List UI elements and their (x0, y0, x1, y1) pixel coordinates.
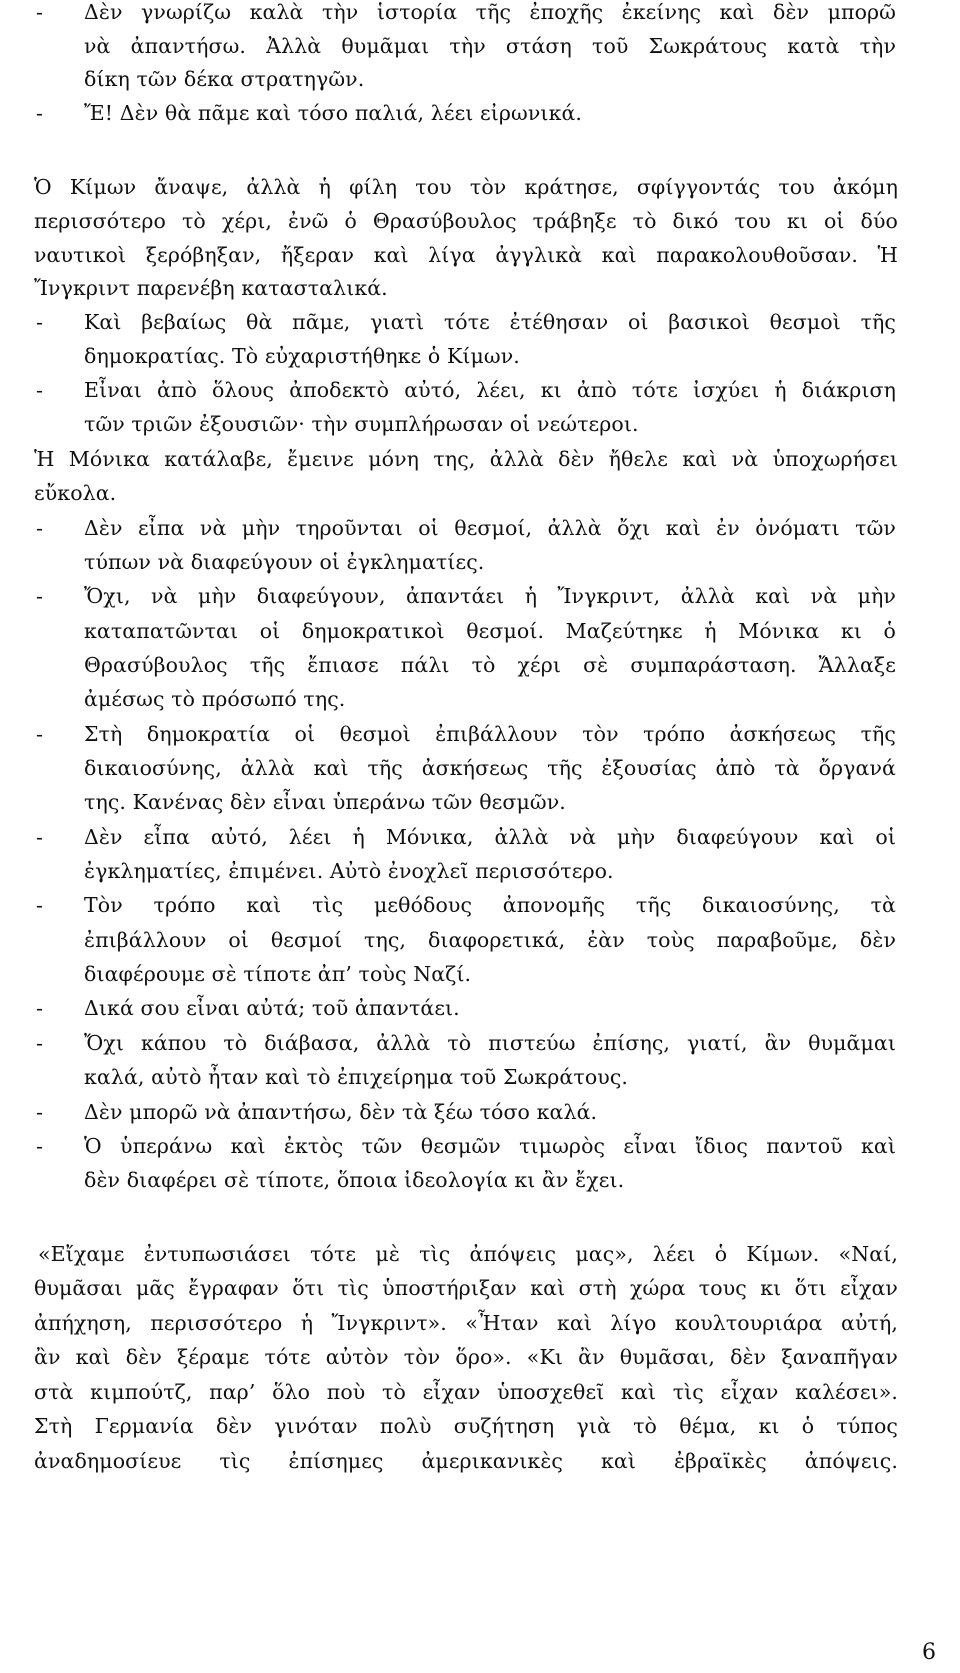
text-line: δημοκρατίας. Τὸ εὐχαριστήθηκε ὁ Κίμων. (84, 344, 520, 368)
text-line: διαφέρουμε σὲ τίποτε ἀπ’ τοὺς Ναζί. (84, 962, 472, 986)
text-line: Ἡ Μόνικα κατάλαβε, ἔμεινε μόνη της, ἀλλὰ δὲν ἤθελε καὶ νὰ ὑποχωρήσει (34, 447, 898, 471)
text-line: ἐπιβάλλουν οἱ θεσμοί της, διαφορετικά, ἐὰν τοὺς παραβοῦμε, δὲν (84, 928, 896, 952)
text-line: εὔκολα. (34, 481, 117, 505)
dialogue-line (36, 1029, 896, 1057)
text-line: ἐγκληματίες, ἐπιμένει. Αὐτὸ ἐνοχλεῖ περισσότερο. (84, 859, 614, 883)
dialogue-line (36, 994, 460, 1022)
text-line: καταπατῶνται οἱ δημοκρατικοὶ θεσμοί. Μαζεύτηκε ἡ Μόνικα κι ὁ (84, 619, 896, 643)
text-line: στὰ κιμπούτζ, παρ’ ὅλο ποὺ τὸ εἶχαν ὑποσχεθεῖ καὶ τὶς εἶχαν καλέσει». (34, 1380, 898, 1404)
dialogue-dash: - (36, 584, 44, 608)
dialogue-dash: - (36, 996, 44, 1020)
text-line: Τὸν τρόπο καὶ τὶς μεθόδους ἀπονομῆς τῆς δικαιοσύνης, τὰ (84, 893, 896, 917)
text-line: της. Κανένας δὲν εἶναι ὑπεράνω τῶν θεσμῶν. (84, 790, 566, 814)
text-line: Δὲν μπορῶ νὰ ἀπαντήσω, δὲν τὰ ξέω τόσο καλά. (84, 1100, 598, 1124)
text-line: Δικά σου εἶναι αὐτά; τοῦ ἀπαντάει. (84, 996, 460, 1020)
text-line: καλά, αὐτὸ ἦταν καὶ τὸ ἐπιχείρημα τοῦ Σωκράτους. (84, 1065, 629, 1089)
dialogue-dash: - (36, 516, 44, 540)
text-line: Δὲν γνωρίζω καλὰ τὴν ἱστορία τῆς ἐποχῆς ἐκείνης καὶ δὲν μπορῶ (84, 0, 896, 24)
text-line: Εἶναι ἀπὸ ὅλους ἀποδεκτὸ αὐτό, λέει, κι ἀπὸ τότε ἰσχύει ἡ διάκριση (84, 378, 896, 402)
dialogue-dash: - (36, 722, 44, 746)
dialogue-line (36, 823, 896, 851)
text-line: θυμᾶσαι μᾶς ἔγραφαν ὅτι τὶς ὑποστήριξαν καὶ στὴ χώρα τους κι ὅτι εἶχαν (34, 1276, 898, 1300)
text-line: δὲν διαφέρει σὲ τίποτε, ὅποια ἰδεολογία κι ἂν ἔχει. (84, 1168, 625, 1192)
text-line: ἂν καὶ δὲν ξέραμε τότε αὐτὸν τὸν ὅρο». «Κι ἂν θυμᾶσαι, δὲν ξαναπῆγαν (34, 1345, 898, 1369)
dialogue-line (36, 514, 896, 542)
dialogue-line (36, 1098, 597, 1126)
text-line: Καὶ βεβαίως θὰ πᾶμε, γιατὶ τότε ἐτέθησαν οἱ βασικοὶ θεσμοὶ τῆς (84, 310, 896, 334)
text-line: Στὴ Γερμανία δὲν γινόταν πολὺ συζήτηση γιὰ τὸ θέμα, κι ὁ τύπος (34, 1414, 898, 1438)
text-line: δίκη τῶν δέκα στρατηγῶν. (84, 67, 365, 91)
text-line: Ὁ Κίμων ἄναψε, ἀλλὰ ἡ φίλη του τὸν κράτησε, σφίγγοντάς του ἀκόμη (34, 175, 898, 199)
text-line: Ὄχι, νὰ μὴν διαφεύγουν, ἀπαντάει ἡ Ἴνγκριντ, ἀλλὰ καὶ νὰ μὴν (84, 584, 896, 608)
text-line: δικαιοσύνης, ἀλλὰ καὶ τῆς ἀσκήσεως τῆς ἐξουσίας ἀπὸ τὰ ὄργανά (84, 756, 896, 780)
dialogue-dash: - (36, 101, 44, 125)
dialogue-dash: - (36, 0, 44, 24)
dialogue-line (36, 0, 896, 26)
text-line: Ἔ! Δὲν θὰ πᾶμε καὶ τόσο παλιά, λέει εἰρωνικά. (84, 101, 583, 125)
dialogue-line (36, 99, 582, 127)
dialogue-dash: - (36, 825, 44, 849)
text-line: Ἴνγκριντ παρενέβη κατασταλικά. (34, 276, 388, 300)
text-line: «Εἴχαμε ἐντυπωσιάσει τότε μὲ τὶς ἀπόψεις μας», λέει ὁ Κίμων. «Ναί, (38, 1242, 898, 1266)
text-line: Θρασύβουλος τῆς ἔπιασε πάλι τὸ χέρι σὲ συμπαράσταση. Ἄλλαξε (84, 653, 896, 677)
dialogue-dash: - (36, 893, 44, 917)
text-line: τύπων νὰ διαφεύγουν οἱ ἐγκληματίες. (84, 550, 485, 574)
dialogue-dash: - (36, 1134, 44, 1158)
text-line: νὰ ἀπαντήσω. Ἀλλὰ θυμᾶμαι τὴν στάση τοῦ Σωκράτους κατὰ τὴν (84, 34, 896, 58)
dialogue-line (36, 582, 896, 610)
dialogue-line (36, 891, 896, 919)
dialogue-dash: - (36, 1031, 44, 1055)
text-line: ἀναδημοσίευε τὶς ἐπίσημες ἀμερικανικὲς καὶ ἐβραϊκὲς ἀπόψεις. (34, 1449, 898, 1473)
text-line: Στὴ δημοκρατία οἱ θεσμοὶ ἐπιβάλλουν τὸν τρόπο ἀσκήσεως τῆς (84, 722, 896, 746)
page-number: 6 (922, 1640, 936, 1665)
dialogue-line (36, 1132, 896, 1160)
text-line: Ὄχι κάπου τὸ διάβασα, ἀλλὰ τὸ πιστεύω ἐπίσης, γιατί, ἂν θυμᾶμαι (84, 1031, 896, 1055)
dialogue-dash: - (36, 378, 44, 402)
text-line: Ὁ ὑπεράνω καὶ ἐκτὸς τῶν θεσμῶν τιμωρὸς εἶναι ἴδιος παντοῦ καὶ (84, 1134, 896, 1158)
text-line: ναυτικοὶ ξερόβηξαν, ἤξεραν καὶ λίγα ἀγγλικὰ καὶ παρακολουθοῦσαν. Ἡ (34, 243, 898, 267)
dialogue-line (36, 376, 896, 404)
text-line: περισσότερο τὸ χέρι, ἐνῶ ὁ Θρασύβουλος τράβηξε τὸ δικό του κι οἱ δύο (34, 209, 898, 233)
text-line: τῶν τριῶν ἐξουσιῶν· τὴν συμπλήρωσαν οἱ νεώτεροι. (84, 412, 639, 436)
dialogue-line (36, 308, 896, 336)
text-line: ἀπήχηση, περισσότερο ἡ Ἴνγκριντ». «Ἦταν καὶ λίγο κουλτουριάρα αὐτή, (34, 1311, 898, 1335)
dialogue-line (36, 720, 896, 748)
text-line: Δὲν εἶπα αὐτό, λέει ἡ Μόνικα, ἀλλὰ νὰ μὴν διαφεύγουν καὶ οἱ (84, 825, 896, 849)
text-line: ἀμέσως τὸ πρόσωπό της. (84, 687, 346, 711)
dialogue-dash: - (36, 310, 44, 334)
text-line: Δὲν εἶπα νὰ μὴν τηροῦνται οἱ θεσμοί, ἀλλὰ ὄχι καὶ ἐν ὀνόματι τῶν (84, 516, 896, 540)
dialogue-dash: - (36, 1100, 44, 1124)
